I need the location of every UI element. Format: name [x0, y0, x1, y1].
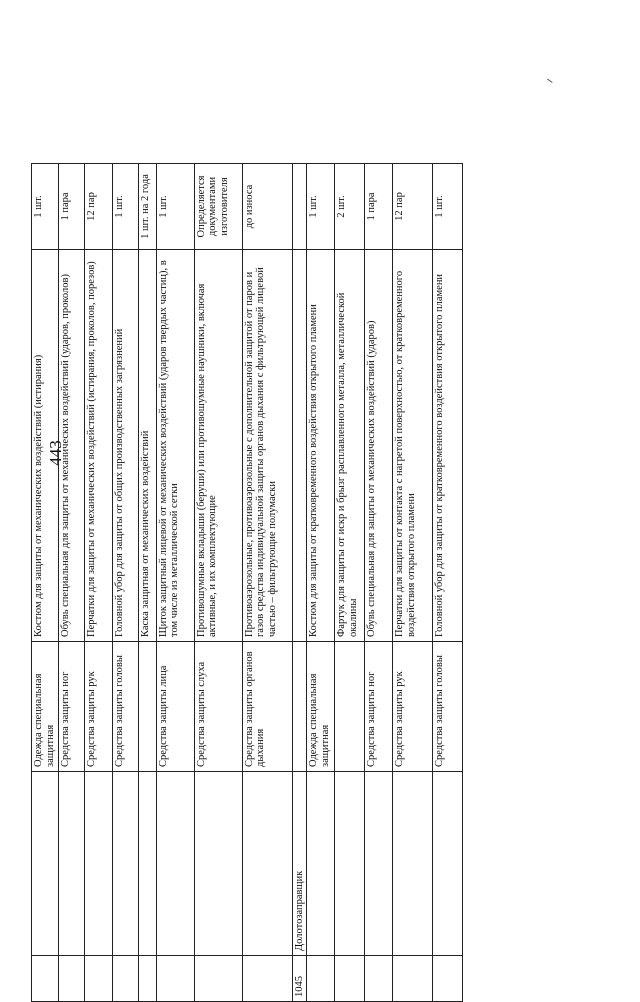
ppe-category-cell: Средства защиты головы	[112, 642, 138, 772]
table-row	[156, 164, 194, 1002]
row-number-cell	[32, 956, 59, 1002]
profession-cell	[58, 772, 84, 956]
issue-norm-cell: 12 пар	[393, 164, 433, 250]
row-number-cell	[84, 956, 112, 1002]
issue-norm-cell: Определяется документами изготовителя	[194, 164, 242, 250]
row-number-cell	[433, 956, 463, 1002]
row-number-cell	[194, 956, 242, 1002]
profession-cell	[84, 772, 112, 956]
table-row	[393, 164, 433, 1002]
issue-norm-cell: 1 шт.	[433, 164, 463, 250]
issue-norm-cell: 1 пара	[58, 164, 84, 250]
ppe-item-cell: Перчатки для защиты от механических воздействий (истирания, проколов, порезов)	[84, 250, 112, 642]
ppe-category-cell: Средства защиты рук	[84, 642, 112, 772]
page-number: 443	[46, 440, 65, 466]
ppe-item-cell: Костюм для защиты от кратковременного воздействия открытого пламени	[307, 250, 335, 642]
row-number-cell	[365, 956, 393, 1002]
issue-norm-cell: 1 шт. на 2 года	[138, 164, 156, 250]
table-row	[365, 164, 393, 1002]
ppe-category-cell: Одежда специальная защитная	[32, 642, 59, 772]
row-number-cell	[242, 956, 292, 1002]
issue-norm-cell: 12 пар	[84, 164, 112, 250]
ppe-category-cell	[138, 642, 156, 772]
table-row	[138, 164, 156, 1002]
profession-cell	[393, 772, 433, 956]
ppe-item-cell: Головной убор для защиты от общих производственных загрязнений	[112, 250, 138, 642]
issue-norm-cell: 1 шт.	[32, 164, 59, 250]
profession-cell	[32, 772, 59, 956]
issue-norm-cell: до износа	[242, 164, 292, 250]
ppe-norms-table	[31, 163, 463, 1002]
profession-cell	[156, 772, 194, 956]
issue-norm-cell: 1 шт.	[112, 164, 138, 250]
row-number-cell	[307, 956, 335, 1002]
issue-norm-cell	[292, 164, 307, 250]
profession-cell	[365, 772, 393, 956]
ppe-item-cell: Щиток защитный лицевой от механических воздействий (ударов твердых частиц), в том числе из металлической сетки	[156, 250, 194, 642]
table-body	[32, 164, 463, 1002]
row-number-cell: 1045	[292, 956, 307, 1002]
row-number-cell	[138, 956, 156, 1002]
profession-cell	[138, 772, 156, 956]
profession-cell	[112, 772, 138, 956]
profession-cell	[242, 772, 292, 956]
ppe-category-cell: Средства защиты лица	[156, 642, 194, 772]
issue-norm-cell: 1 шт.	[156, 164, 194, 250]
profession-cell	[194, 772, 242, 956]
table-row	[433, 164, 463, 1002]
ppe-item-cell	[292, 250, 307, 642]
ppe-item-cell: Каска защитная от механических воздействий	[138, 250, 156, 642]
ppe-item-cell: Противоаэрозольные, противоаэрозольные с дополнительной защитой от паров и газов средства индивидуальной защиты органов дыхания с фильтрующей лицевой частью – фильтрующие полумаски	[242, 250, 292, 642]
ppe-item-cell: Головной убор для защиты от кратковременного воздействия открытого пламени	[433, 250, 463, 642]
row-number-cell	[112, 956, 138, 1002]
ppe-category-cell: Средства защиты ног	[58, 642, 84, 772]
ppe-category-cell: Средства защиты органов дыхания	[242, 642, 292, 772]
table-row	[112, 164, 138, 1002]
ppe-category-cell	[335, 642, 365, 772]
ppe-category-cell	[292, 642, 307, 772]
table-row	[335, 164, 365, 1002]
profession-cell	[433, 772, 463, 956]
ppe-item-cell: Противошумные вкладыши (беруши) или противошумные наушники, включая активные, и их комплектующие	[194, 250, 242, 642]
ppe-item-cell: Фартук для защиты от искр и брызг расплавленного металла, металлической окалины	[335, 250, 365, 642]
table-row	[32, 164, 59, 1002]
profession-cell	[307, 772, 335, 956]
ppe-item-cell: Костюм для защиты от механических воздействий (истирания)	[32, 250, 59, 642]
ppe-category-cell: Средства защиты рук	[393, 642, 433, 772]
issue-norm-cell: 1 шт.	[307, 164, 335, 250]
row-number-cell	[393, 956, 433, 1002]
table-row	[307, 164, 335, 1002]
issue-norm-cell: 1 пара	[365, 164, 393, 250]
row-number-cell	[335, 956, 365, 1002]
pen-mark	[545, 79, 552, 86]
ppe-item-cell: Обувь специальная для защиты от механических воздействий (ударов, проколов)	[58, 250, 84, 642]
row-number-cell	[58, 956, 84, 1002]
table-row	[194, 164, 242, 1002]
table-row	[242, 164, 292, 1002]
table-row	[84, 164, 112, 1002]
table-row	[292, 164, 307, 1002]
ppe-category-cell: Средства защиты головы	[433, 642, 463, 772]
table-row	[58, 164, 84, 1002]
ppe-category-cell: Одежда специальная защитная	[307, 642, 335, 772]
ppe-category-cell: Средства защиты слуха	[194, 642, 242, 772]
profession-cell	[335, 772, 365, 956]
rotated-table-frame	[31, 164, 553, 1002]
ppe-item-cell: Обувь специальная для защиты от механических воздействий (ударов)	[365, 250, 393, 642]
profession-cell: Долотозаправщик	[292, 772, 307, 956]
ppe-item-cell: Перчатки для защиты от контакта с нагретой поверхностью, от кратковременного воздействия открытого пламени	[393, 250, 433, 642]
ppe-category-cell: Средства защиты ног	[365, 642, 393, 772]
issue-norm-cell: 2 шт.	[335, 164, 365, 250]
row-number-cell	[156, 956, 194, 1002]
